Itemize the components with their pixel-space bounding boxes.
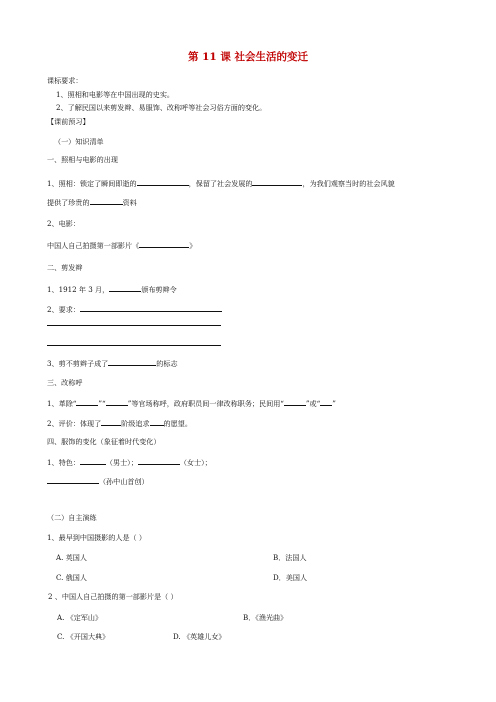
blank-field[interactable] bbox=[101, 418, 121, 426]
mc1-option-a[interactable]: A. 英国人 bbox=[56, 553, 87, 562]
section-photo-film-heading: 一、照相与电影的出现 bbox=[47, 155, 118, 164]
requirements-heading: 课标要求： bbox=[47, 76, 83, 85]
knowledge-list-heading: （一）知识清单 bbox=[54, 137, 104, 146]
address-evaluation-question: 2、评价：体现了 阶级追求 的愿望。 bbox=[47, 419, 192, 428]
blank-field[interactable] bbox=[80, 457, 106, 465]
clothing-zhongshan-question: （孙中山首创） bbox=[47, 476, 149, 486]
blank-field[interactable] bbox=[150, 418, 164, 426]
self-practice-heading: （二）自主演练 bbox=[47, 513, 97, 522]
mc2-option-b[interactable]: B．《渔光曲》 bbox=[243, 613, 288, 622]
blank-field[interactable] bbox=[320, 398, 332, 406]
mc2-option-c[interactable]: C. 《开国大典》 bbox=[57, 632, 110, 641]
blank-field[interactable] bbox=[109, 284, 141, 292]
blank-field[interactable] bbox=[76, 398, 98, 406]
address-question: 1、革除“ ”“ ”等官场称呼，政府职员间一律改称职务；民间用“ ”或“ ” bbox=[47, 399, 336, 408]
mc-question-1: 1、最早到中国摄影的人是（ ） bbox=[47, 533, 146, 542]
queue-symbol-question: 3、剪不剪辫子成了 的标志 bbox=[47, 359, 178, 368]
blank-field[interactable] bbox=[106, 398, 128, 406]
mc1-option-c[interactable]: C. 俄国人 bbox=[56, 573, 87, 582]
mc1-option-d[interactable]: D．美国人 bbox=[273, 573, 308, 582]
queue-requirement-question: 2、要求： bbox=[47, 304, 222, 314]
blank-field[interactable] bbox=[47, 476, 99, 484]
section-queue-heading: 二、剪发辫 bbox=[47, 263, 83, 272]
answer-line[interactable] bbox=[47, 345, 221, 346]
photo-question: 1、照相：锁定了瞬间即逝的 ，保留了社会发展的 ，为我们观察当时的社会风貌 bbox=[47, 179, 395, 188]
blank-field[interactable] bbox=[90, 197, 123, 205]
film-first-movie: 中国人自己拍摄第一部影片《 》 bbox=[47, 241, 197, 250]
film-question: 2、电影： bbox=[47, 219, 80, 228]
blank-field[interactable] bbox=[138, 457, 180, 465]
requirement-item-1: 1、照相和电影等在中国出现的史实。 bbox=[56, 90, 175, 99]
preview-heading: 【课前预习】 bbox=[47, 117, 90, 126]
mc2-option-d[interactable]: D. 《英雄儿女》 bbox=[173, 632, 226, 641]
blank-field[interactable] bbox=[108, 358, 156, 366]
blank-field[interactable] bbox=[80, 304, 222, 312]
mc-question-2: 2 、中国人自己拍摄的第一部影片是（ ） bbox=[48, 592, 178, 601]
blank-field[interactable] bbox=[284, 398, 306, 406]
blank-field[interactable] bbox=[137, 178, 189, 186]
blank-field[interactable] bbox=[139, 240, 189, 248]
section-address-heading: 三、改称呼 bbox=[47, 378, 83, 387]
photo-question-cont: 提供了珍贵的 资料 bbox=[47, 198, 137, 207]
answer-line[interactable] bbox=[47, 325, 221, 326]
queue-decree-question: 1、1912 年 3 月， 颁布剪辫令 bbox=[47, 285, 177, 294]
requirement-item-2: 2、了解民国以来剪发辫、易服饰、改称呼等社会习俗方面的变化。 bbox=[56, 103, 267, 112]
page-title: 第 11 课 社会生活的变迁 bbox=[187, 51, 309, 63]
blank-field[interactable] bbox=[252, 178, 302, 186]
section-clothing-heading: 四、服饰的变化（象征着时代变化） bbox=[47, 437, 161, 446]
mc1-option-b[interactable]: B．法国人 bbox=[273, 553, 307, 562]
mc2-option-a[interactable]: A. 《定军山》 bbox=[57, 613, 103, 622]
clothing-feature-question: 1、特色： （男士）； （女士）； bbox=[47, 458, 212, 467]
